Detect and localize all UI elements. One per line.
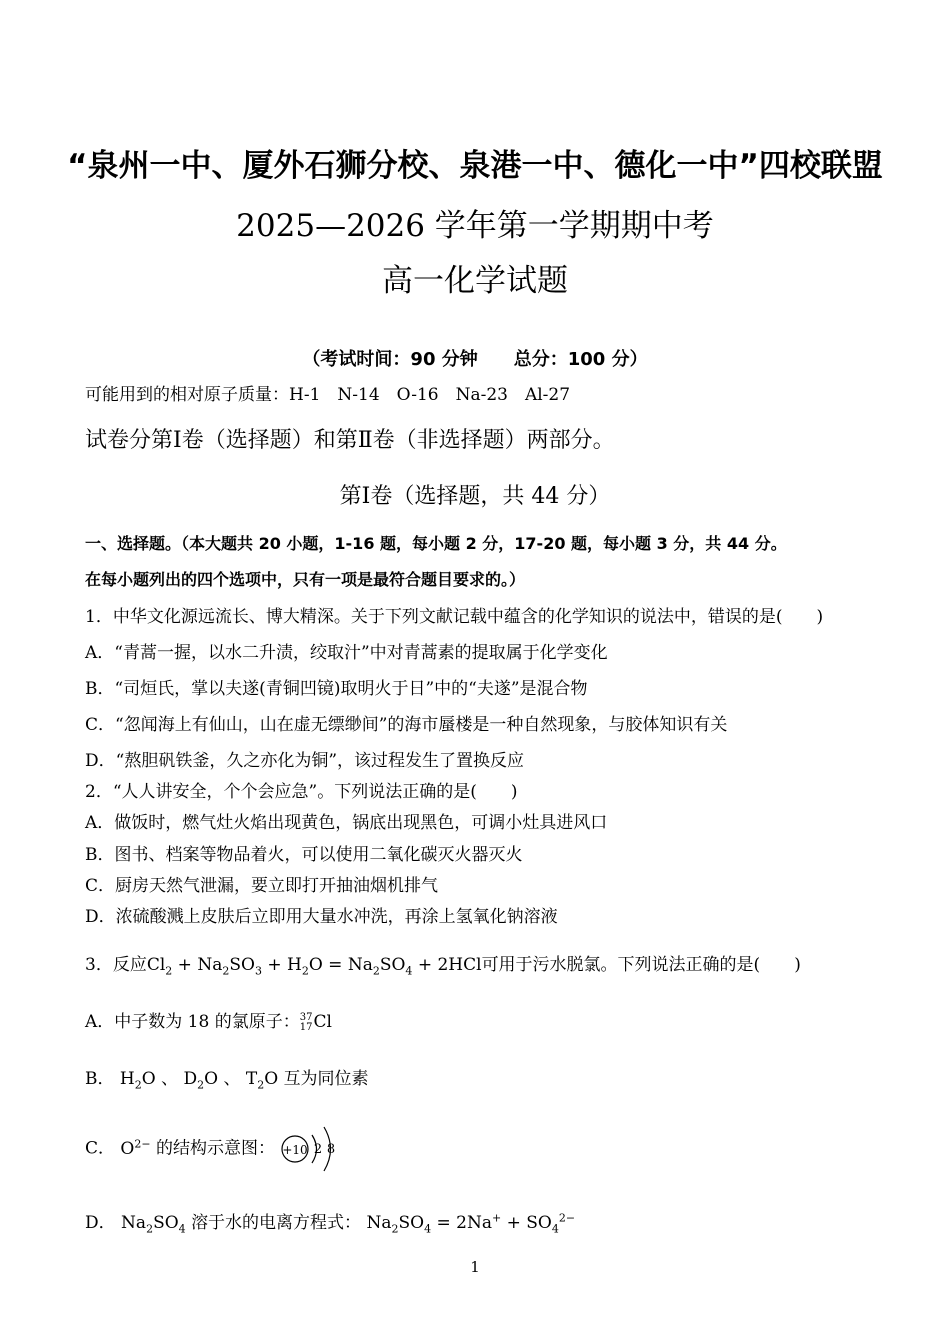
electron-shell-1-count: 2 [314, 1142, 323, 1157]
q1-option-d: D．“熬胆矾铁釜，久之亦化为铜”，该过程发生了置换反应 [85, 751, 525, 771]
exam-term-title: 2025—2026 学年第一学期期中考 [236, 208, 714, 244]
page-number: 1 [470, 1258, 480, 1276]
q3-option-a [85, 1007, 332, 1033]
q3-option-b-h2o: $H_2O$ [119, 1069, 156, 1092]
q3-option-a-symbol: Cl [313, 1012, 332, 1032]
q2-option-d: D．浓硫酸溅上皮肤后立即用大量水冲洗，再涂上氢氧化钠溶液 [85, 907, 558, 927]
q2-option-a: A．做饭时，燃气灶火焰出现黄色，锅底出现黑色，可调小灶具进风口 [85, 813, 608, 833]
q1-option-c: C．“忽闻海上有仙山，山在虚无缥缈间”的海市蜃楼是一种自然现象，与胶体知识有关 [85, 715, 728, 735]
q3-option-a-atomic-number: 17 [299, 1021, 313, 1033]
q3-stem-prefix: 3．反应 [85, 955, 147, 975]
q3-option-a-mass-number: 37 [299, 1011, 313, 1023]
q3-option-a-nuclide-numbers [300, 1013, 313, 1033]
q3-option-c-ion: $O^{2-}$ [120, 1136, 151, 1159]
volume1-title: 第Ⅰ卷（选择题，共 44 分） [339, 484, 611, 509]
electron-shell-2-count: 8 [327, 1142, 336, 1157]
q3-option-a-text: A．中子数为 18 的氯原子： [85, 1012, 300, 1032]
q3-option-b [85, 1064, 369, 1092]
section-instructions-line1: 一、选择题。（本大题共 20 小题，1-16 题，每小题 2 分，17-20 题，每小题 3 分，共 44 分。 [85, 534, 787, 553]
q3-option-c-label: C． [85, 1138, 116, 1159]
q3-option-b-d2o: $D_2O$ [183, 1069, 219, 1092]
q3-option-d-equation: $Na_2SO_4 = 2Na^+ + SO_4^{2-}$ [366, 1211, 576, 1236]
exam-info: （考试时间：90 分钟 总分：100 分） [302, 349, 648, 370]
q3-option-b-tail: 互为同位素 [283, 1069, 369, 1089]
q2-option-c: C．厨房天然气泄漏，要立即打开抽油烟机排气 [85, 876, 439, 896]
atomic-masses: 可能用到的相对原子质量：H-1 N-14 O-16 Na-23 Al-27 [85, 385, 571, 405]
q3-option-c-text: 的结构示意图： [155, 1138, 275, 1159]
oxide-ion-structure-diagram [280, 1118, 342, 1180]
q1-stem: 1．中华文化源远流长、博大精深。关于下列文献记载中蕴含的化学知识的说法中，错误的是( ) [85, 607, 824, 627]
q3-option-d-label: D． [85, 1213, 116, 1233]
section-instructions-line2: 在每小题列出的四个选项中，只有一项是最符合题目要求的。） [85, 570, 526, 589]
nucleus-charge: +10 [282, 1143, 309, 1157]
exam-school-alliance-title: “泉州一中、厦外石狮分校、泉港一中、德化一中”四校联盟 [67, 148, 883, 184]
q3-reaction-equation: $Cl_2 + Na_2SO_3 + H_2O = Na_2SO_4 + 2HCl$ [146, 955, 482, 978]
exam-subject-title: 高一化学试题 [382, 263, 568, 299]
q1-option-a: A．“青蒿一握，以水二升渍，绞取汁”中对青蒿素的提取属于化学变化 [85, 643, 608, 663]
q3-option-d [85, 1208, 576, 1236]
q3-stem-suffix: 可用于污水脱氯。下列说法正确的是( ) [481, 955, 801, 975]
q3-stem [85, 950, 801, 978]
q3-option-b-t2o: $T_2O$ [245, 1069, 279, 1092]
q3-option-b-label: B． [85, 1069, 115, 1089]
q3-option-d-text: 溶于水的电离方程式： [191, 1213, 362, 1233]
q3-option-c [85, 1118, 342, 1180]
parts-note: 试卷分第Ⅰ卷（选择题）和第Ⅱ卷（非选择题）两部分。 [85, 428, 615, 453]
q3-option-b-sep2: 、 [223, 1069, 241, 1089]
q2-stem: 2．“人人讲安全，个个会应急”。下列说法正确的是( ) [85, 782, 518, 802]
q3-option-d-formula: $Na_2SO_4$ [121, 1213, 186, 1236]
q2-option-b: B．图书、档案等物品着火，可以使用二氧化碳灭火器灭火 [85, 845, 523, 865]
q1-option-b: B．“司烜氏，掌以夫遂(青铜凹镜)取明火于日”中的“夫遂”是混合物 [85, 679, 588, 699]
q3-option-b-sep1: 、 [161, 1069, 179, 1089]
